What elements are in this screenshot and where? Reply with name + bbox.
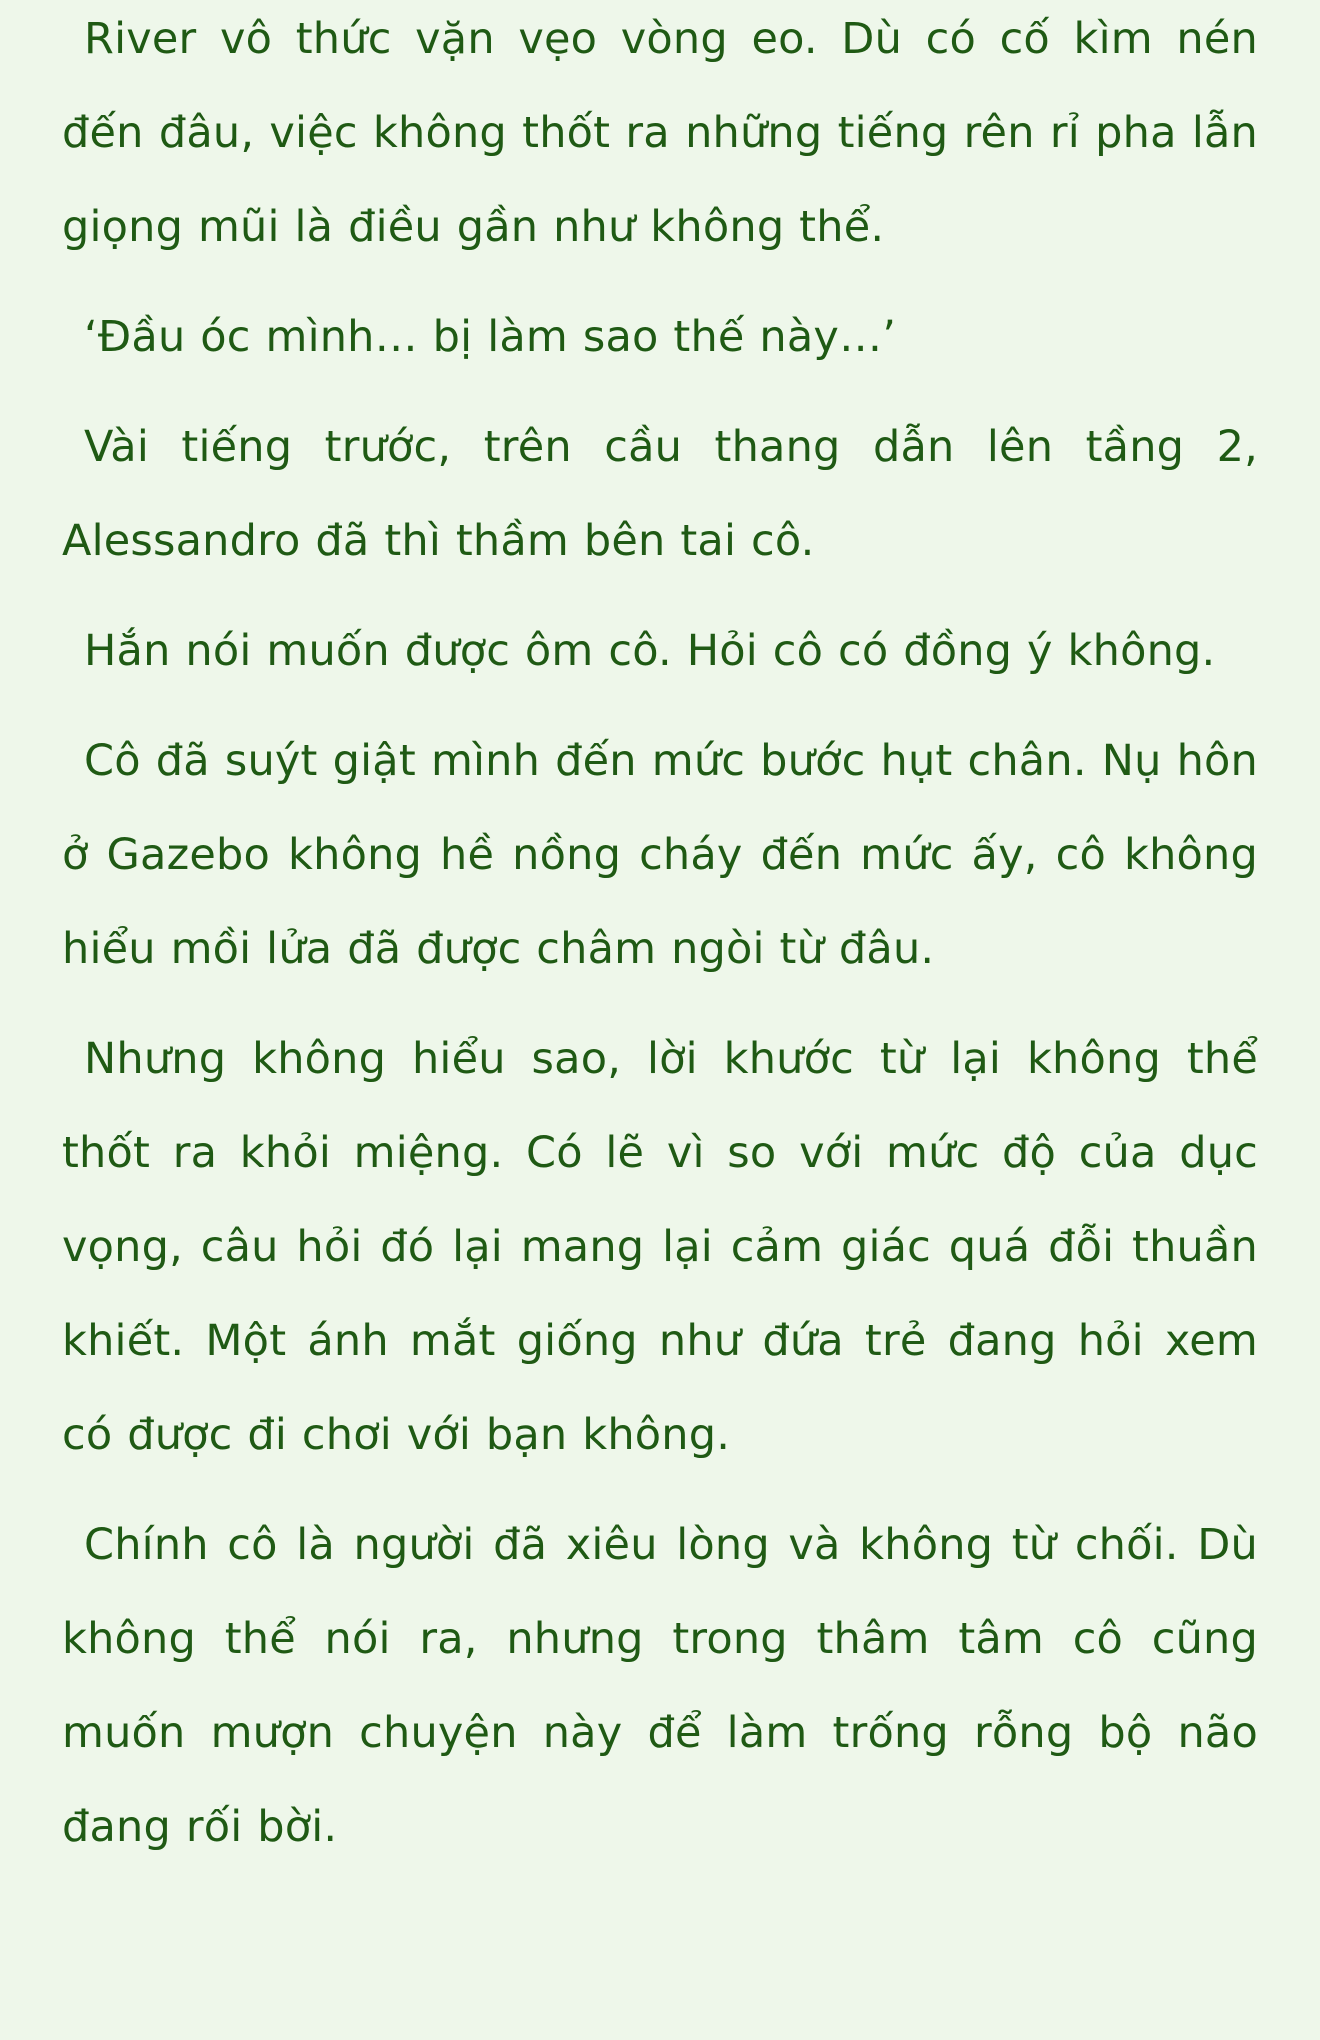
paragraph-7: Chính cô là người đã xiêu lòng và không từ chối. Dù không thể nói ra, nhưng trong thâm tâm cô cũng muốn mượn chuyện này để làm trống rỗng bộ não đang rối bời. [62, 1520, 1258, 1852]
paragraph-1: River vô thức vặn vẹo vòng eo. Dù có cố kìm nén đến đâu, việc không thốt ra những tiếng rên rỉ pha lẫn giọng mũi là điều gần như không thể. [62, 14, 1258, 252]
paragraph-4: Hắn nói muốn được ôm cô. Hỏi cô có đồng ý không. [84, 626, 1216, 676]
paragraph-6: Nhưng không hiểu sao, lời khước từ lại không thể thốt ra khỏi miệng. Có lẽ vì so với mức độ của dục vọng, câu hỏi đó lại mang lại cảm giác quá đỗi thuần khiết. Một ánh mắt giống như đứa trẻ đang hỏi xem có được đi chơi với bạn không. [62, 1034, 1258, 1460]
story-text [62, 0, 1258, 1890]
paragraph-5: Cô đã suýt giật mình đến mức bước hụt chân. Nụ hôn ở Gazebo không hề nồng cháy đến mức ấy, cô không hiểu mồi lửa đã được châm ngòi từ đâu. [62, 736, 1258, 974]
paragraph-2: ‘Đầu óc mình… bị làm sao thế này…’ [84, 312, 897, 362]
paragraph-3: Vài tiếng trước, trên cầu thang dẫn lên tầng 2, Alessandro đã thì thầm bên tai cô. [62, 422, 1258, 566]
